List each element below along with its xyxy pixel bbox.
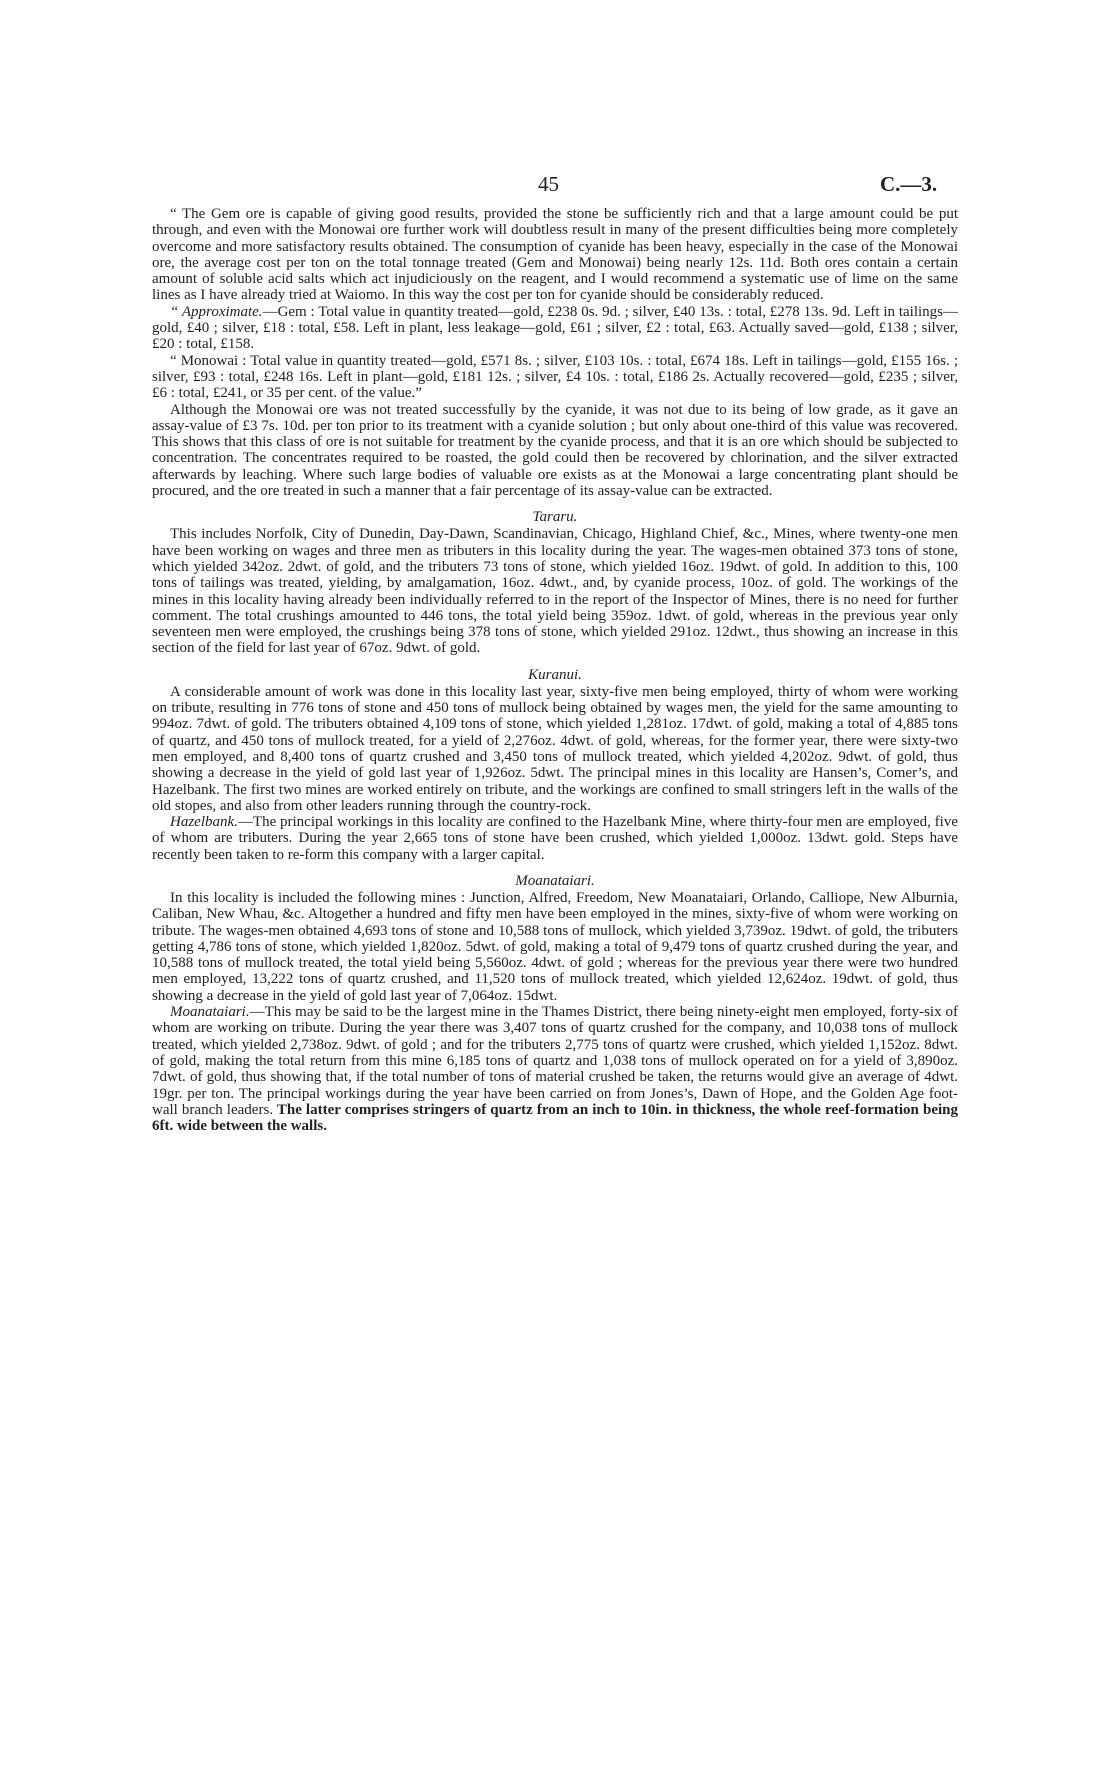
- paragraph-kuranui: A considerable amount of work was done in this locality last year, sixty-five men being employed, thirty of whom were working on tribute, resulting in 776 tons of stone and 450 tons of mullock being obtained by wages men, the yield for the same amounting to 994oz. 7dwt. of gold. The tributers obtained 4,109 tons of stone, which yielded 1,281oz. 17dwt. of gold, making a total of 4,885 tons of quartz, and 450 tons of mullock treated, for a yield of 2,276oz. 4dwt. of gold, whereas, for the former year, there were sixty-two men employed, and 8,400 tons of quartz crushed and 3,450 tons of mullock treated, which yielded 4,202oz. 9dwt. of gold, thus showing a decrease in the yield of gold last year of 1,926oz. 5dwt. The principal mines in this locality are Hansen’s, Comer’s, and Hazelbank. The first two mines are worked entirely on tribute, and the workings are confined to small stringers left in the walls of the old stopes, and also from other leaders running through the country-rock.: [152, 683, 958, 814]
- paragraph-tararu: This includes Norfolk, City of Dunedin, Day-Dawn, Scandinavian, Chicago, Highland Chief, &c., Mines, where twenty-one men have been working on wages and three men as tributers in this locality during the year. The wages-men obtained 373 tons of stone, which yielded 342oz. 2dwt. of gold, and the tributers 73 tons of stone, which yielded 16oz. 19dwt. of gold. In addition to this, 100 tons of tailings was treated, yielding, by amalgamation, 16oz. 4dwt., and, by cyanide process, 10oz. of gold. The workings of the mines in this locality having already been individually referred to in the report of the Inspector of Mines, there is no need for further comment. The total crushings amounted to 446 tons, the total yield being 359oz. 1dwt. of gold, whereas in the previous year only seventeen men were employed, the crushings being 378 tons of stone, which yielded 291oz. 12dwt., thus showing an increase in this section of the field for last year of 67oz. 9dwt. of gold.: [152, 526, 958, 657]
- paragraph-moanataiari-locality: In this locality is included the following mines : Junction, Alfred, Freedom, New Moanataiari, Orlando, Calliope, New Alburnia, Caliban, New Whau, &c. Altogether a hundred and fifty men have been employed in the mines, sixty-five of whom were working on tribute. The wages-men obtained 4,693 tons of stone and 10,588 tons of mullock, which yielded 3,739oz. 19dwt. of gold, the tributers getting 4,786 tons of stone, which yielded 1,820oz. 5dwt. of gold, making a total of 9,479 tons of quartz crushed during the year, and 10,588 tons of mullock treated, the total yield being 5,560oz. 4dwt. of gold ; whereas for the previous year there were two hundred men employed, 13,222 tons of quartz crushed, and 11,520 tons of mullock treated, which yielded 12,624oz. 19dwt. of gold, thus showing a decrease in the yield of gold last year of 7,064oz. 15dwt.: [152, 889, 958, 1004]
- page-number: 45: [538, 172, 559, 196]
- paragraph-monowai: “ Monowai : Total value in quantity treated—gold, £571 8s. ; silver, £103 10s. : total, £674 18s. Left in tailings—gold, £155 16s. ; silver, £93 : total, £248 16s. Left in plant—gold, £181 12s. ; silver, £4 10s. : total, £186 2s. Actually recovered—gold, £235 ; silver, £6 : total, £241, or 35 per cent. of the value.”: [152, 352, 958, 402]
- paragraph-lead-moanataiari: Moanataiari.: [170, 1004, 250, 1021]
- paragraph-hazelbank-text: —The principal workings in this locality are confined to the Hazelbank Mine, where thirty-four men are employed, five of whom are tributers. During the year 2,665 tons of stone have been crushed, which yielded 1,000oz. 13dwt. gold. Steps have recently been taken to re-form this company with a larger capital.: [152, 814, 958, 863]
- paragraph-moanataiari-end: The latter comprises stringers of quartz from an inch to 10in. in thickness, the whole reef-formation being 6ft. wide between the walls.: [152, 1101, 958, 1135]
- paragraph-approximate-text: —Gem : Total value in quantity treated—gold, £238 0s. 9d. ; silver, £40 13s. : total, £278 13s. 9d. Left in tailings—gold, £40 ; silver, £18 : total, £58. Left in plant, less leakage—gold, £61 ; silver, £2 : total, £63. Actually saved—gold, £138 ; silver, £20 : total, £158.: [152, 303, 958, 353]
- paragraph-moanataiari-text: —This may be said to be the largest mine in the Thames District, there being ninety-eight men employed, forty-six of whom are working on tribute. During the year there was 3,407 tons of quartz crushed for the company, and 10,038 tons of mullock treated, which yielded 2,738oz. 9dwt. of gold ; and for the tributers 2,775 tons of quartz were crushed, which yielded 1,152oz. 8dwt. of gold, making the total return from this mine 6,185 tons of quartz and 1,038 tons of mullock operated on for a yield of 3,890oz. 7dwt. of gold, thus showing that, if the total number of tons of material crushed be taken, the returns would give an average of 4dwt. 19gr. per ton. The principal workings during the year have been carried on from Jones’s, Dawn of Hope, and the Golden Age foot-wall branch leaders.: [152, 1004, 958, 1118]
- document-reference: C.—3.: [880, 172, 938, 196]
- section-heading-moanataiari: Moanataiari.: [515, 872, 595, 889]
- page-body: [152, 206, 958, 1134]
- paragraph-lead-approximate: “ Approximate.: [170, 303, 263, 320]
- paragraph-moanataiari-mine: [152, 1004, 958, 1134]
- section-heading-tararu: Tararu.: [532, 509, 578, 526]
- paragraph-monowai-treatment: Although the Monowai ore was not treated successfully by the cyanide, it was not due to its being of low grade, as it gave an assay-value of £3 7s. 10d. per ton prior to its treatment with a cyanide solution ; but only about one-third of this value was recovered. This shows that this class of ore is not suitable for treatment by the cyanide process, and that it is an ore which should be subjected to concentration. The concentrates required to be roasted, the gold could then be recovered by chlorination, and the silver extracted afterwards by leaching. Where such large bodies of valuable ore exists as at the Monowai a large concentrating plant should be procured, and the ore treated in such a manner that a fair percentage of its assay-value can be extracted.: [152, 401, 958, 500]
- section-heading-kuranui: Kuranui.: [528, 666, 582, 683]
- paragraph-hazelbank: [152, 814, 958, 863]
- paragraph-approximate: [152, 304, 958, 353]
- paragraph-lead-hazelbank: Hazelbank.: [170, 814, 238, 831]
- paragraph-gem-ore: “ The Gem ore is capable of giving good results, provided the stone be sufficiently rich and that a large amount could be put through, and even with the Monowai ore further work will doubtless result in many of the present difficulties being more completely overcome and more satisfactory results obtained. The consumption of cyanide has been heavy, especially in the case of the Monowai ore, the average cost per ton on the total tonnage treated (Gem and Monowai) being nearly 12s. 11d. Both ores contain a certain amount of soluble acid salts which act injudiciously on the reagent, and I would recommend a systematic use of lime on the same lines as I have already tried at Waiomo. In this way the cost per ton for cyanide should be considerably reduced.: [152, 206, 958, 304]
- page-header: [0, 172, 1114, 202]
